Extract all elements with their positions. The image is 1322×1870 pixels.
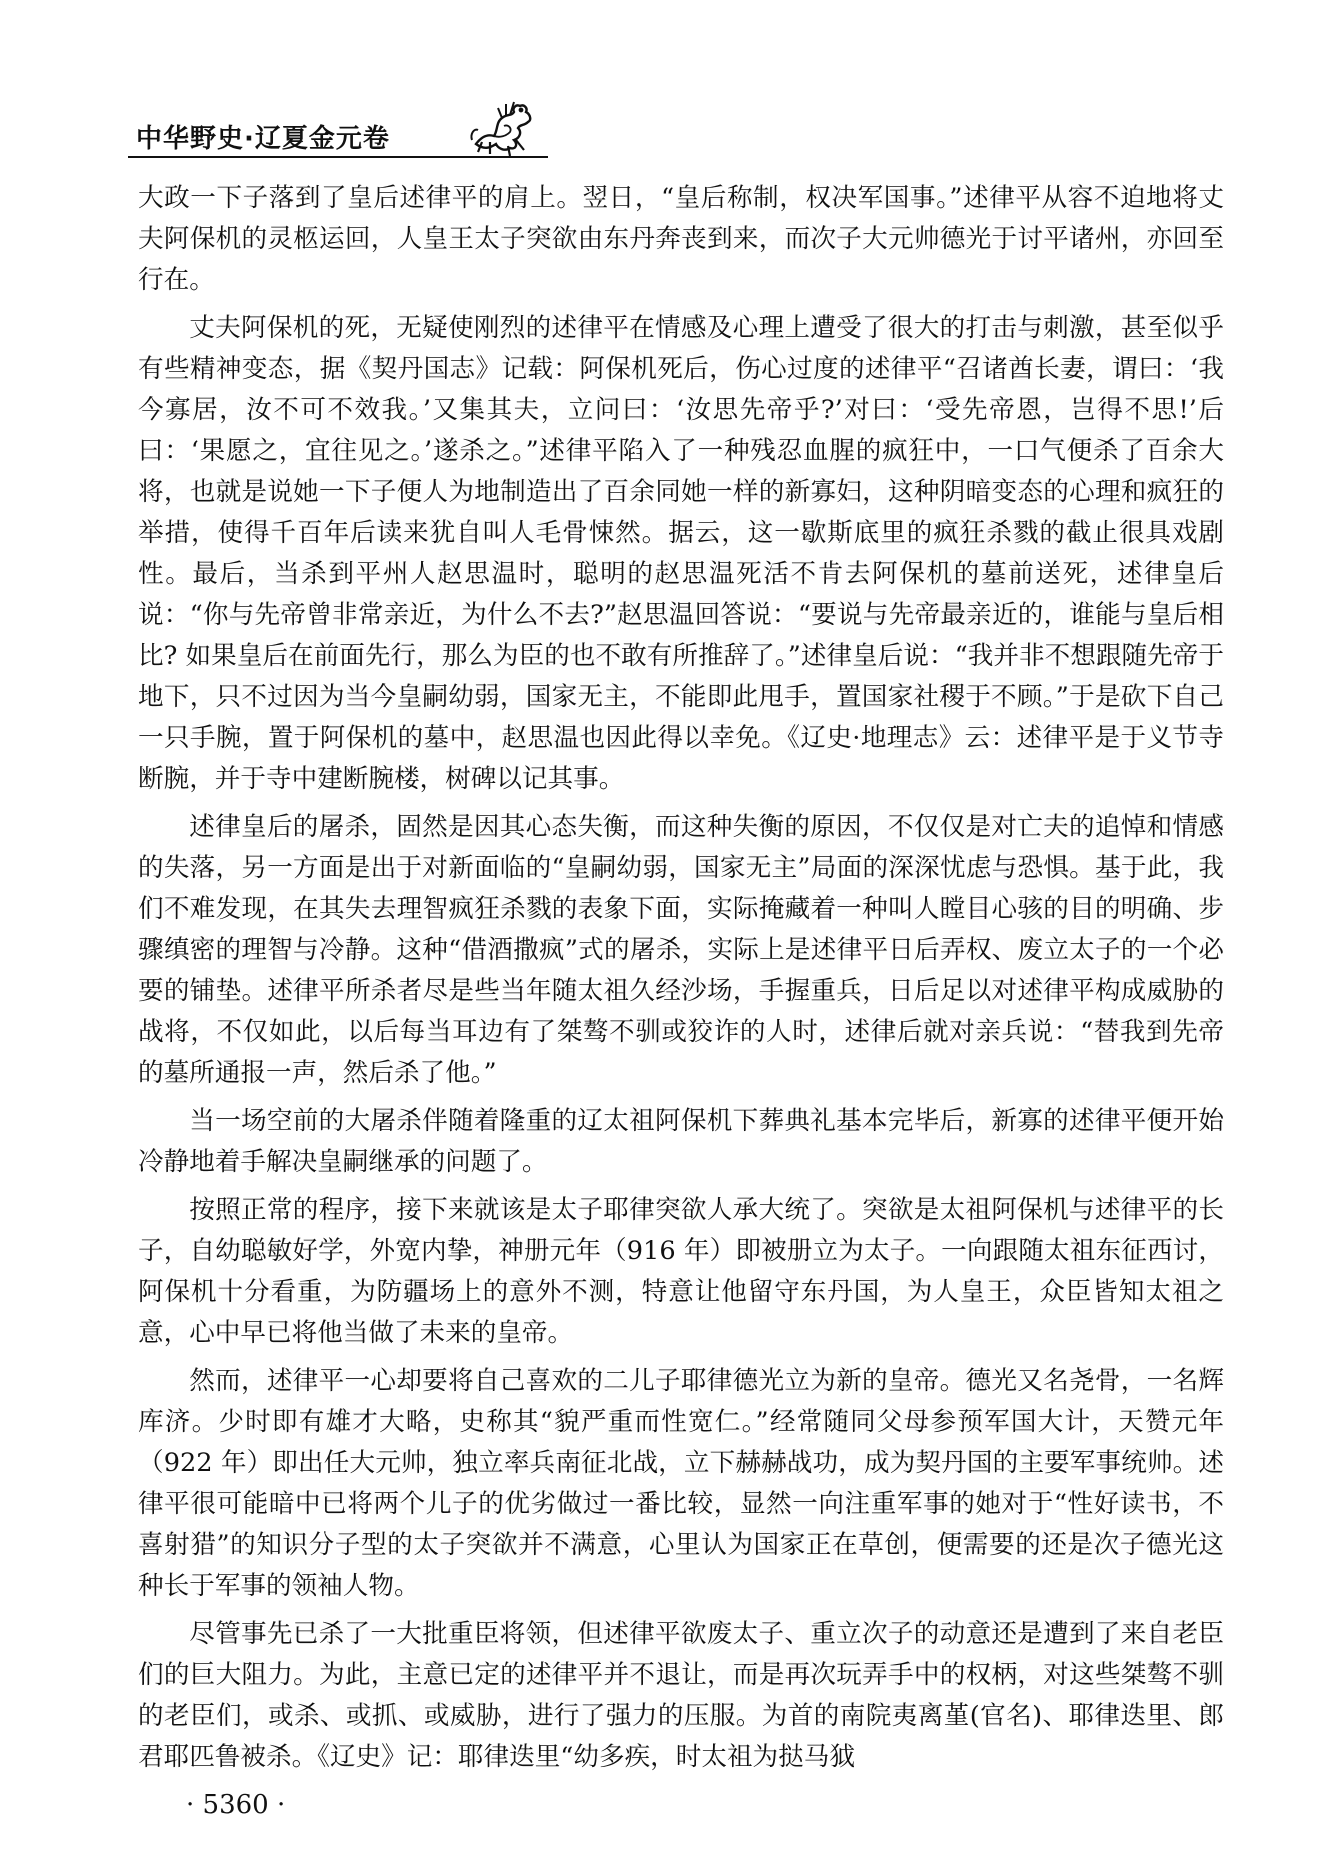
body-text: [138, 178, 1224, 1785]
page-number: · 5360 ·: [186, 1790, 286, 1820]
running-header: [128, 96, 1218, 162]
paragraph: 按照正常的程序，接下来就该是太子耶律突欲人承大统了。突欲是太祖阿保机与述律平的长子，自幼聪敏好学，外宽内挚，神册元年（916 年）即被册立为太子。一向跟随太祖东征西讨，阿保机十分看重，为防疆场上的意外不测，特意让他留守东丹国，为人皇王，众臣皆知太祖之意，心中早已将他当做了未来的皇帝。: [138, 1195, 1224, 1348]
running-header-title: 中华野史·辽夏金元卷: [136, 124, 390, 154]
paragraph: 然而，述律平一心却要将自己喜欢的二儿子耶律德光立为新的皇帝。德光又名尧骨，一名辉库济。少时即有雄才大略，史称其“貌严重而性宽仁。”经常随同父母参预军国大计，天赞元年（922 年）即出任大元帅，独立率兵南征北战，立下赫赫战功，成为契丹国的主要军事统帅。述律平很可能暗中已将两个儿子的优劣做过一番比较，显然一向注重军事的她对于“性好读书，不喜射猎”的知识分子型的太子突欲并不满意，心里认为国家正在草创，便需要的还是次子德光这种长于军事的领袖人物。: [138, 1366, 1224, 1601]
paragraph: 大政一下子落到了皇后述律平的肩上。翌日，“皇后称制，权决军国事。”述律平从容不迫地将丈夫阿保机的灵柩运回，人皇王太子突欲由东丹奔丧到来，而次子大元帅德光于讨平诸州，亦回至行在。: [138, 183, 1224, 295]
paragraph: 当一场空前的大屠杀伴随着隆重的辽太祖阿保机下葬典礼基本完毕后，新寡的述律平便开始冷静地着手解决皇嗣继承的问题了。: [138, 1106, 1224, 1177]
header-rule: [128, 156, 548, 158]
paragraph: 述律皇后的屠杀，固然是因其心态失衡，而这种失衡的原因，不仅仅是对亡夫的追悼和情感的失落，另一方面是出于对新面临的“皇嗣幼弱，国家无主”局面的深深忧虑与恐惧。基于此，我们不难发现，在其失去理智疯狂杀戮的表象下面，实际掩藏着一种叫人瞠目心骇的目的明确、步骤缜密的理智与冷静。这种“借酒撒疯”式的屠杀，实际上是述律平日后弄权、废立太子的一个必要的铺垫。述律平所杀者尽是些当年随太祖久经沙场，手握重兵，日后足以对述律平构成威胁的战将，不仅如此，以后每当耳边有了桀骜不驯或狡诈的人时，述律后就对亲兵说：“替我到先帝的墓所通报一声，然后杀了他。”: [138, 812, 1224, 1088]
paragraph: 丈夫阿保机的死，无疑使刚烈的述律平在情感及心理上遭受了很大的打击与刺激，甚至似乎有些精神变态，据《契丹国志》记载：阿保机死后，伤心过度的述律平“召诸酋长妻，谓曰：‘我今寡居，汝不可不效我。’又集其夫，立问曰：‘汝思先帝乎?’对曰：‘受先帝恩，岂得不思!’后曰：‘果愿之，宜往见之。’遂杀之。”述律平陷入了一种残忍血腥的疯狂中，一口气便杀了百余大将，也就是说她一下子便人为地制造出了百余同她一样的新寡妇，这种阴暗变态的心理和疯狂的举措，使得千百年后读来犹自叫人毛骨悚然。据云，这一歇斯底里的疯狂杀戮的截止很具戏剧性。最后，当杀到平州人赵思温时，聪明的赵思温死活不肯去阿保机的墓前送死，述律皇后说：“你与先帝曾非常亲近，为什么不去?”赵思温回答说：“要说与先帝最亲近的，谁能与皇后相比? 如果皇后在前面先行，那么为臣的也不敢有所推辞了。”述律皇后说：“我并非不想跟随先帝于地下，只不过因为当今皇嗣幼弱，国家无主，不能即此甩手，置国家社稷于不顾。”于是砍下自己一只手腕，置于阿保机的墓中，赵思温也因此得以幸免。《辽史·地理志》云：述律平是于义节寺断腕，并于寺中建断腕楼，树碑以记其事。: [138, 313, 1224, 794]
dragon-emblem-icon: [468, 96, 538, 158]
paragraph: 尽管事先已杀了一大批重臣将领，但述律平欲废太子、重立次子的动意还是遭到了来自老臣们的巨大阻力。为此，主意已定的述律平并不退让，而是再次玩弄手中的权柄，对这些桀骜不驯的老臣们，或杀、或抓、或威胁，进行了强力的压服。为首的南院夷离堇(官名)、耶律迭里、郎君耶匹鲁被杀。《辽史》记：耶律迭里“幼多疾，时太祖为挞马狘: [138, 1619, 1224, 1772]
